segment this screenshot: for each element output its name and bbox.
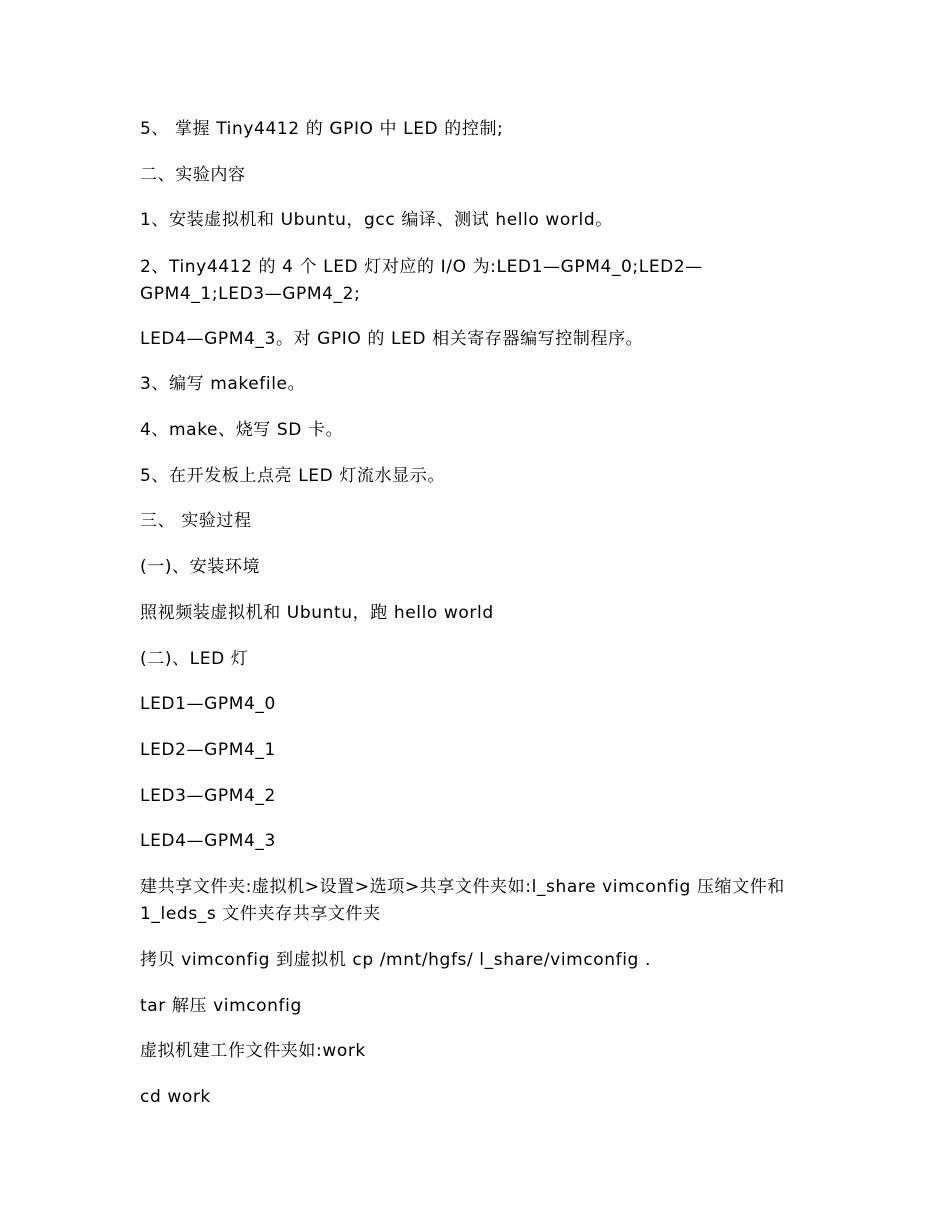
content-item-3: 3、编写 makefile。 xyxy=(140,374,306,394)
section-heading-experiment-content: 二、实验内容 xyxy=(140,165,246,185)
shared-folder-step-line-2: 1_leds_s 文件夹存共享文件夹 xyxy=(140,904,381,924)
tar-command-line: tar 解压 vimconfig xyxy=(140,996,302,1016)
led-mapping-line: LED4—GPM4_3 xyxy=(140,831,276,851)
copy-command-line: 拷贝 vimconfig 到虚拟机 cp /mnt/hgfs/ l_share/vimconfig . xyxy=(140,950,651,970)
cd-command-line: cd work xyxy=(140,1087,211,1107)
led-mapping-line: LED3—GPM4_2 xyxy=(140,786,276,806)
content-item-1: 1、安装虚拟机和 Ubuntu，gcc 编译、测试 hello world。 xyxy=(140,210,613,230)
content-item-2-line-3: LED4—GPM4_3。对 GPIO 的 LED 相关寄存器编写控制程序。 xyxy=(140,329,644,349)
text-line-objective-5: 5、 掌握 Tiny4412 的 GPIO 中 LED 的控制; xyxy=(140,119,504,139)
led-mapping-line: LED2—GPM4_1 xyxy=(140,740,276,760)
content-item-4: 4、make、烧写 SD 卡。 xyxy=(140,420,344,440)
shared-folder-step-line-1: 建共享文件夹:虚拟机>设置>选项>共享文件夹如:l_share vimconfig 压缩文件和 xyxy=(140,877,785,897)
content-item-5: 5、在开发板上点亮 LED 灯流水显示。 xyxy=(140,466,445,486)
content-item-2-line-2: GPM4_1;LED3—GPM4_2; xyxy=(140,284,361,304)
section-heading-experiment-process: 三、 实验过程 xyxy=(140,511,252,531)
work-folder-line: 虚拟机建工作文件夹如:work xyxy=(140,1041,366,1061)
subsection-heading-led: (二)、LED 灯 xyxy=(140,649,249,669)
led-mapping-line: LED1—GPM4_0 xyxy=(140,694,276,714)
subsection-heading-install-environment: (一)、安装环境 xyxy=(140,557,261,577)
content-item-2-line-1: 2、Tiny4412 的 4 个 LED 灯对应的 I/O 为:LED1—GPM4_0;LED2— xyxy=(140,257,703,277)
text-line-install-note: 照视频装虚拟机和 Ubuntu，跑 hello world xyxy=(140,603,494,623)
